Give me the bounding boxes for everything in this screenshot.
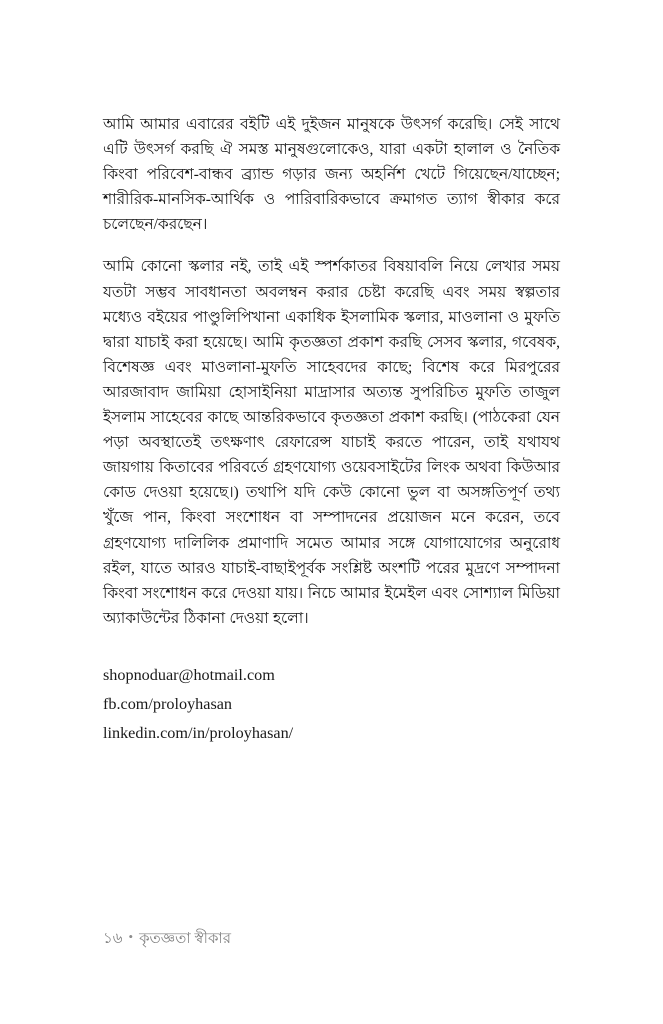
footer-bullet-separator: •: [128, 929, 134, 944]
body-paragraph-2: আমি কোনো স্কলার নই, তাই এই স্পর্শকাতর বিষয়াবলি নিয়ে লেখার সময় যতটা সম্ভব সাবধানতা অবলম্বন করার চেষ্টা করেছি এবং সময় স্বল্পতার মধ্যেও বইয়ের পাণ্ডুলিপিখানা একাধিক ইসলামিক স্কলার, মাওলানা ও মুফতি দ্বারা যাচাই করা হয়েছে। আমি কৃতজ্ঞতা প্রকাশ করছি সেসব স্কলার, গবেষক, বিশেষজ্ঞ এবং মাওলানা-মুফতি সাহেবদের কাছে; বিশেষ করে মিরপুরের আরজাবাদ জামিয়া হোসাইনিয়া মাদ্রাসার অত্যন্ত সুপরিচিত মুফতি তাজুল ইসলাম সাহেবের কাছে আন্তরিকভাবে কৃতজ্ঞতা প্রকাশ করছি। (পাঠকেরা যেন পড়া অবস্থাতেই তৎক্ষণাৎ রেফারেন্স যাচাই করতে পারেন, তাই যথাযথ জায়গায় কিতাবের পরিবর্তে গ্রহণযোগ্য ওয়েবসাইটের লিংক অথবা কিউআর কোড দেওয়া হয়েছে।) তথাপি যদি কেউ কোনো ভুল বা অসঙ্গতিপূর্ণ তথ্য খুঁজে পান, কিংবা সংশোধন বা সম্পাদনের প্রয়োজন মনে করেন, তবে গ্রহণযোগ্য দালিলিক প্রমাণাদি সমেত আমার সঙ্গে যোগাযোগের অনুরোধ রইল, যাতে আরও যাচাই-বাছাইপূর্বক সংশ্লিষ্ট অংশটি পরের মুদ্রণে সম্পাদনা কিংবা সংশোধন করে দেওয়া যায়। নিচে আমার ইমেইল এবং সোশ্যাল মিডিয়া অ্যাকাউন্টের ঠিকানা দেওয়া হলো।: [103, 258, 560, 627]
body-paragraph-1: আমি আমার এবারের বইটি এই দুইজন মানুষকে উৎসর্গ করেছি। সেই সাথে এটি উৎসর্গ করছি ঐ সমস্ত মানুষগুলোকেও, যারা একটা হালাল ও নৈতিক কিংবা পরিবেশ-বান্ধব ব্র্যান্ড গড়ার জন্য অহর্নিশ খেটে গিয়েছেন/যাচ্ছেন; শারীরিক-মানসিক-আর্থিক ও পারিবারিকভাবে ক্রমাগত ত্যাগ স্বীকার করে চলেছেন/করছেন।: [103, 116, 560, 234]
contact-email: shopnoduar@hotmail.com: [103, 666, 275, 684]
page-footer: [103, 927, 231, 952]
contact-linkedin: linkedin.com/in/proloyhasan/: [103, 724, 294, 742]
contact-list: [103, 661, 560, 748]
footer-page-number: ১৬: [103, 931, 123, 947]
contact-facebook: fb.com/proloyhasan: [103, 695, 233, 713]
footer-chapter-title: কৃতজ্ঞতা স্বীকার: [139, 931, 232, 947]
page-body: [103, 112, 560, 631]
